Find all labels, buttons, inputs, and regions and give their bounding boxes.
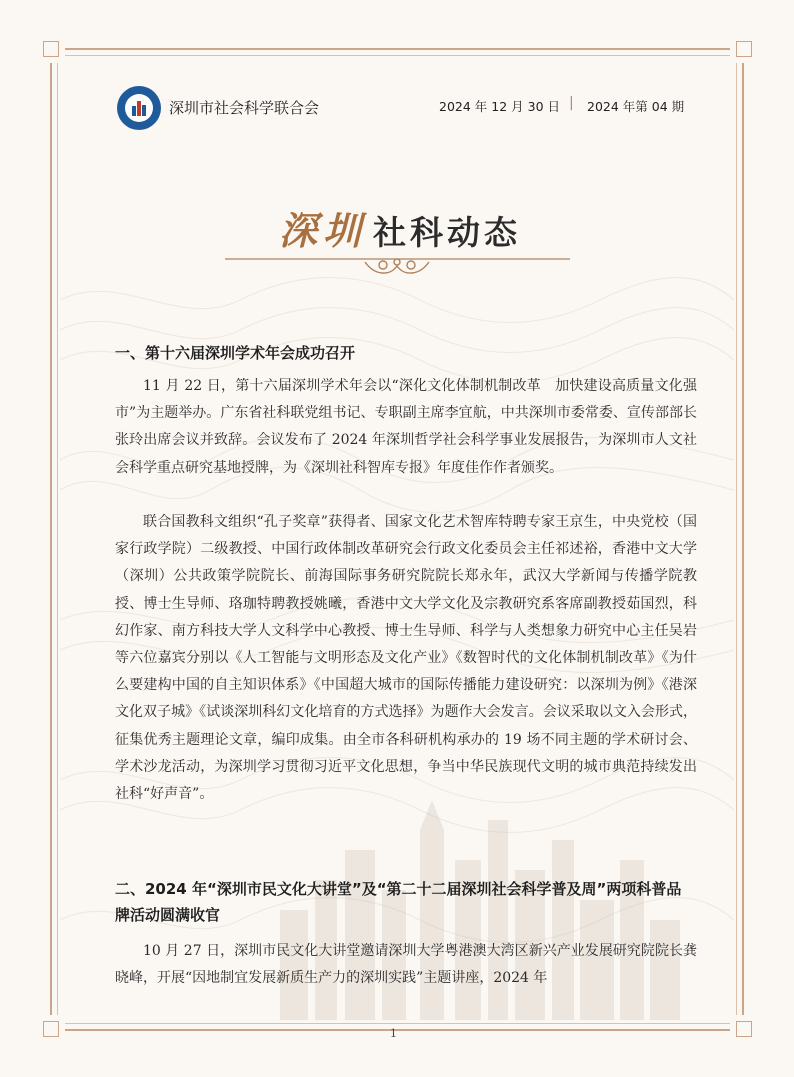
page-number: 1 [390, 1027, 397, 1040]
section-paragraph: 联合国教科文组织“孔子奖章”获得者、国家文化艺术智库特聘专家王京生，中央党校（国家行政学院）二级教授、中国行政体制改革研究会行政文化委员会主任祁述裕，香港中文大学（深圳）公共政策学院院长、前海国际事务研究院院长郑永年，武汉大学新闻与传播学院教授、博士生导师、珞珈特聘教授姚曦，香港中文大学文化及宗教研究系客席副教授茹国烈，科幻作家、南方科技大学人文科学中心教授、博士生导师、科学与人类想象力研究中心主任吴岩等六位嘉宾分别以《人工智能与文明形态及文化产业》《数智时代的文化体制机制改革》《为什么要建构中国的自主知识体系》《中国超大城市的国际传播能力建设研究：以深圳为例》《港深文化双子城》《试谈深圳科幻文化培育的方式选择》为题作大会发言。会议采取以文入会形式，征集优秀主题理论文章，编印成集。由全市各科研机构承办的 19 场不同主题的学术研讨会、学术沙龙活动，为深圳学习贯彻习近平文化思想，争当中华民族现代文明的城市典范持续发出社科“好声音”。 [115, 514, 697, 803]
section-paragraph: 10 月 27 日，深圳市民文化大讲堂邀请深圳大学粤港澳大湾区新兴产业发展研究院院长龚晓峰，开展“因地制宜发展新质生产力的深圳实践”主题讲座，2024 年 [115, 943, 697, 987]
publication-date: 2024 年 12 月 30 日 [439, 99, 560, 114]
section-heading: 一、第十六届深圳学术年会成功召开 [115, 344, 356, 362]
frame-corner [730, 35, 758, 63]
issue-number: 2024 年第 04 期 [587, 99, 685, 114]
building-emblem-icon [130, 99, 148, 117]
section-heading: 二、2024 年“深圳市民文化大讲堂”及“第二十二届深圳社会科学普及周”两项科普品牌活动圆满收官 [115, 880, 682, 924]
masthead-title-part1: 深圳 [278, 208, 367, 253]
document-header [117, 86, 697, 126]
frame-corner [730, 1015, 758, 1043]
masthead-ornament [225, 250, 570, 280]
masthead-title-part2: 社科动态 [373, 213, 521, 252]
frame-corner [37, 35, 65, 63]
organization-name: 深圳市社会科学联合会 [169, 99, 320, 117]
federation-logo [117, 86, 161, 130]
section-paragraph: 11 月 22 日，第十六届深圳学术年会以“深化文化体制机制改革 加快建设高质量文化强市”为主题举办。广东省社科联党组书记、专职副主席李宜航，中共深圳市委常委、宣传部部长张玲出席会议并致辞。会议发布了 2024 年深圳哲学社会科学事业发展报告，为深圳市人文社会科学重点研究基地授牌，为《深圳社科智库专报》年度佳作作者颁奖。 [115, 378, 697, 476]
header-separator: | [569, 95, 574, 111]
